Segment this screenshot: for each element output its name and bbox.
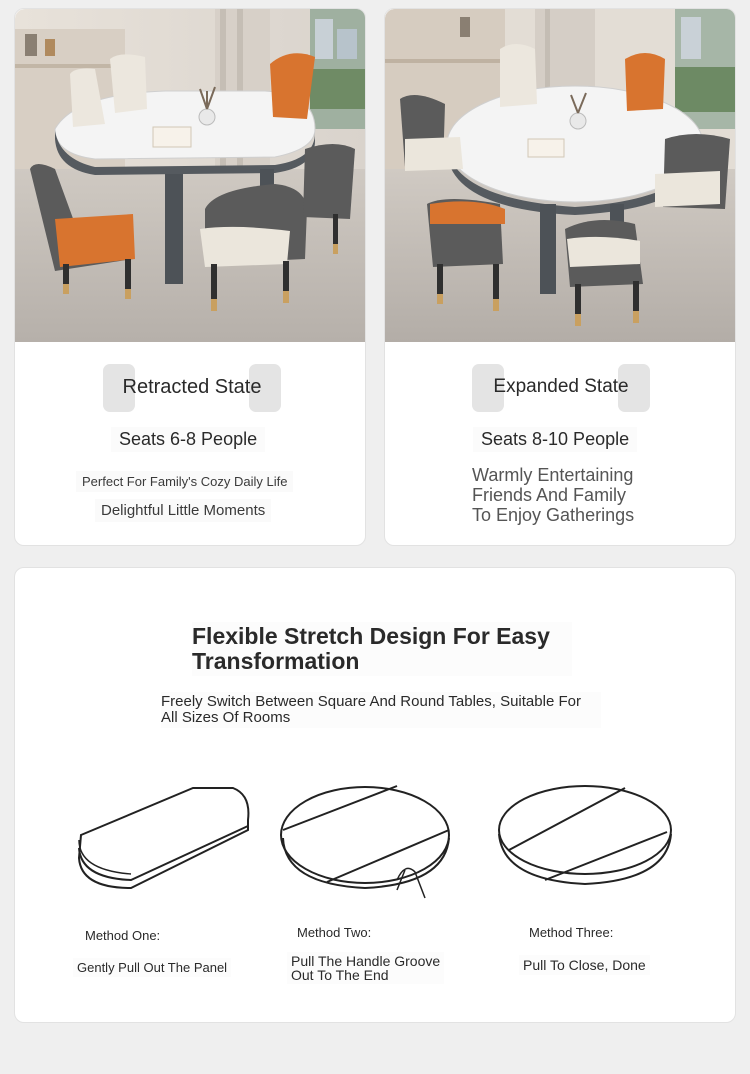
expanded-seats: Seats 8-10 People xyxy=(473,427,637,452)
expanded-state-card xyxy=(384,8,736,546)
method-two-illustration xyxy=(277,780,457,905)
expanded-state-label xyxy=(472,364,650,412)
method-three-illustration xyxy=(495,780,675,895)
expanded-state-title: Expanded State xyxy=(493,376,629,397)
design-subtitle xyxy=(161,692,601,728)
expanded-description xyxy=(472,465,672,525)
retracted-state-title: Retracted State xyxy=(122,376,262,398)
method-one-description: Gently Pull Out The Panel xyxy=(73,958,231,977)
retracted-state-card xyxy=(14,8,366,546)
method-three-label: Method Three: xyxy=(529,925,614,940)
method-one-illustration xyxy=(73,780,253,895)
expanded-table-photo xyxy=(385,9,736,342)
expanded-line-3: To Enjoy Gatherings xyxy=(472,505,635,525)
stretch-design-panel xyxy=(14,567,736,1023)
expanded-line-1: Warmly Entertaining xyxy=(472,465,634,485)
retracted-line-1: Perfect For Family's Cozy Daily Life xyxy=(76,471,293,492)
method-two-label: Method Two: xyxy=(297,925,372,940)
design-subtitle-line-2: All Sizes Of Rooms xyxy=(161,709,291,726)
design-title xyxy=(192,622,572,676)
retracted-seats: Seats 6-8 People xyxy=(111,427,265,452)
design-title-line-1: Flexible Stretch Design For Easy xyxy=(192,623,550,649)
method-three-description: Pull To Close, Done xyxy=(519,955,650,975)
method-two-description-line-1: Pull The Handle Groove xyxy=(291,953,441,969)
retracted-state-label xyxy=(103,364,281,412)
method-two-description-line-2: Out To The End xyxy=(291,967,389,983)
expanded-line-2: Friends And Family xyxy=(472,485,627,505)
method-two-description xyxy=(287,952,444,984)
retracted-table-photo xyxy=(15,9,366,342)
method-one-label: Method One: xyxy=(85,928,161,943)
design-subtitle-line-1: Freely Switch Between Square And Round Tables, Suitable For xyxy=(161,693,581,710)
design-title-line-2: Transformation xyxy=(192,648,360,674)
retracted-line-2: Delightful Little Moments xyxy=(95,499,271,522)
